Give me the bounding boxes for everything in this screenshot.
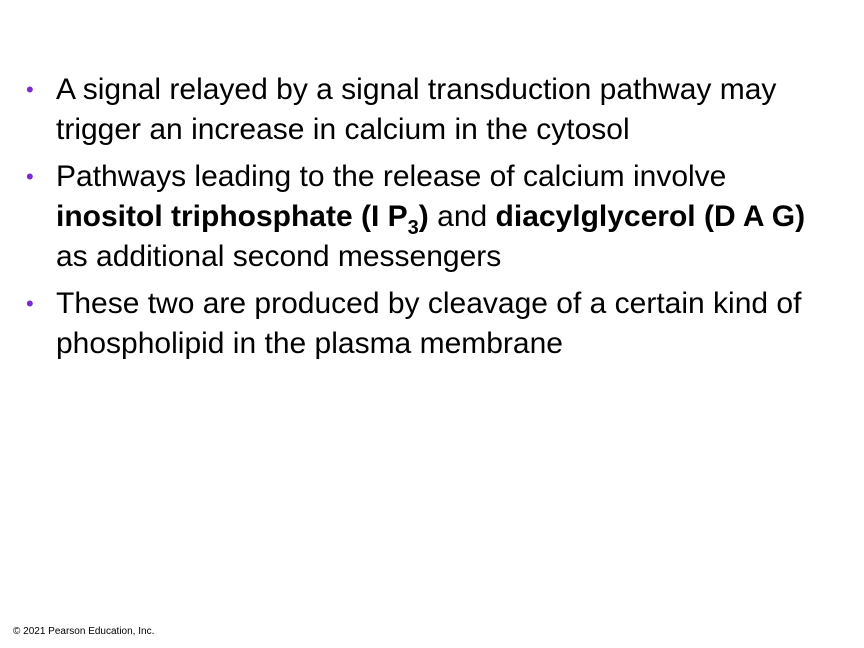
term-ip3-subscript: 3 bbox=[407, 217, 419, 239]
bullet-item-calcium-increase bbox=[26, 70, 816, 150]
bullet-text: A signal relayed by a signal transduction pathway may trigger an increase in calcium in the cytosol bbox=[56, 73, 777, 146]
bullet-item-calcium-release bbox=[26, 157, 816, 277]
term-inositol-triphosphate-text: inositol triphosphate (I P bbox=[56, 200, 408, 233]
term-inositol-triphosphate bbox=[56, 200, 429, 239]
term-diacylglycerol: diacylglycerol (D A G) bbox=[495, 200, 806, 233]
bullet-text-intro: Pathways leading to the release of calcium involve bbox=[56, 160, 727, 193]
copyright-notice: © 2021 Pearson Education, Inc. bbox=[13, 626, 155, 637]
bullet-list bbox=[26, 70, 816, 371]
term-ip3-close: ) bbox=[418, 200, 429, 233]
bullet-text: These two are produced by cleavage of a certain kind of phospholipid in the plasma membrane bbox=[56, 287, 802, 360]
bullet-item-phospholipid-cleavage bbox=[26, 284, 816, 364]
bullet-text-outro: as additional second messengers bbox=[56, 240, 502, 273]
bullet-dot-icon: • bbox=[26, 77, 34, 102]
bullet-dot-icon: • bbox=[26, 164, 34, 189]
bullet-text-joiner: and bbox=[428, 200, 496, 233]
bullet-dot-icon: • bbox=[26, 291, 34, 316]
